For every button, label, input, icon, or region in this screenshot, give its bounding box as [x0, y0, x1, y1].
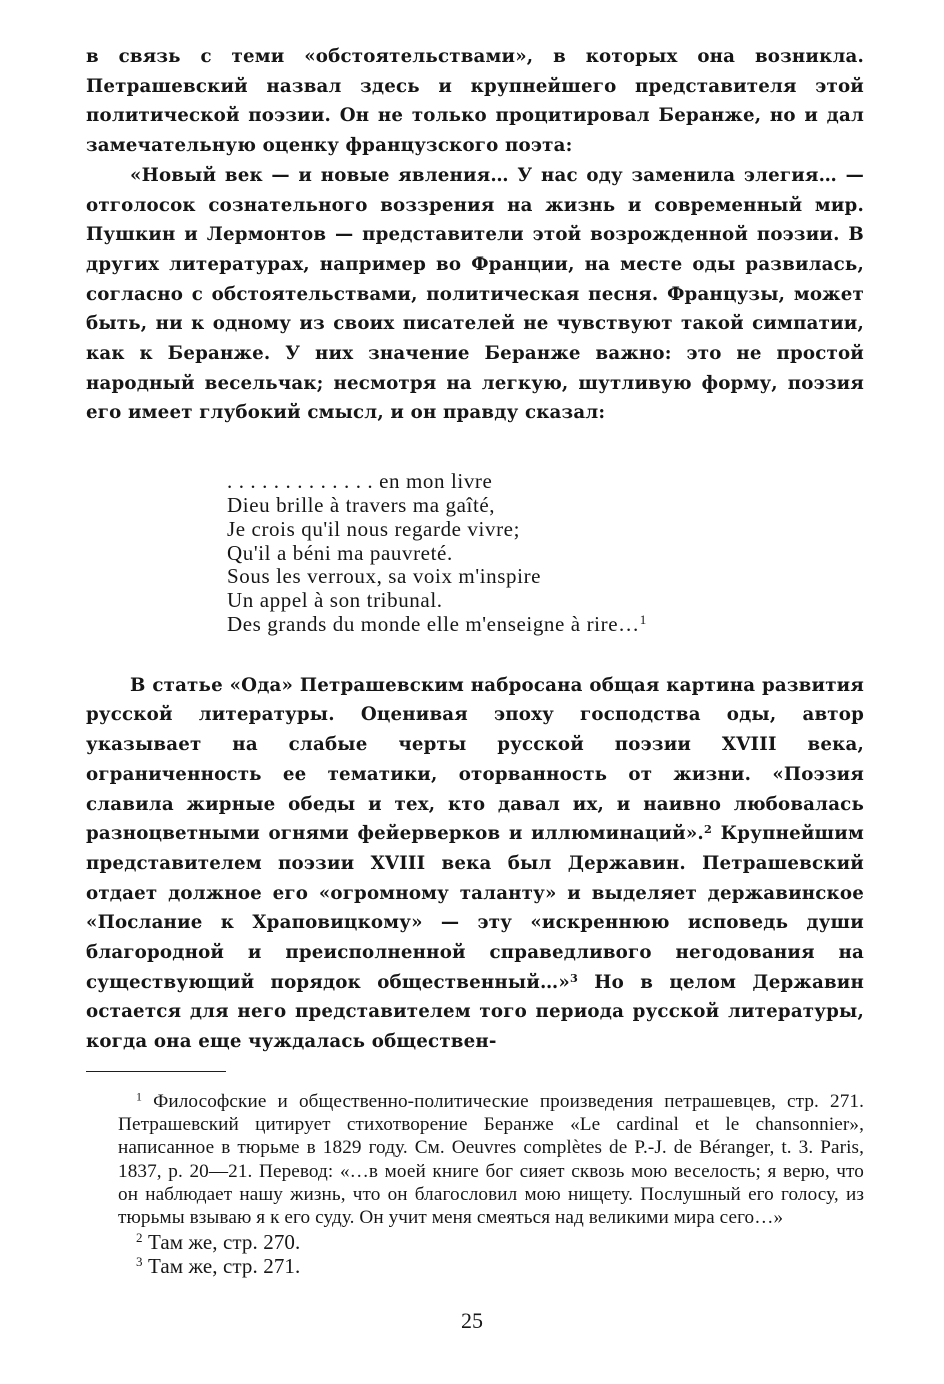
footnote-ref-1[interactable]: 1	[639, 611, 647, 627]
paragraph-3	[86, 671, 864, 1057]
verse-line: Sous les verroux, sa voix m'inspire	[227, 564, 542, 589]
paragraph-3-part-b: Крупнейшим представителем поэзии XVIII века был Державин. Петрашевский отдает должное его «огромному таланту» и выделяет державинское «Послание к Храповицкому» — эту «искреннюю исповедь души благородной и преисполненной справедливого негодования на существующий порядок общественный…»	[86, 823, 864, 993]
paragraph-3-part-a: В статье «Ода» Петрашевским набросана общая картина развития русской литературы. Оценивая эпоху господства оды, автор указывает на слабые черты русской поэзии XVIII века, ограниченность ее тематики, оторванность от жизни. «Поэзия славила жирные обеды и тех, кто давал их, и наивно любовалась разноцветными огнями фейерверков и иллюминаций».	[86, 674, 864, 845]
footnote-text: Там же, стр. 271.	[142, 1253, 301, 1278]
page-content	[86, 42, 864, 1278]
paragraph-3-part-c: Но в целом Державин остается для него представителем того периода русской литературы, когда она еще чуждалась обществен-	[86, 971, 865, 1053]
verse-line-last	[227, 613, 864, 637]
paragraph-2-quote: «Новый век — и новые явления… У нас оду заменила элегия… — отголосок сознательного воззрения на жизнь и современный мир. Пушкин и Лермонтов — представители этой возрожденной поэзии. В других литературах, например во Франции, на месте оды развилась, согласно с обстоятельствами, политическая песня. Французы, может быть, ни к одному из своих писателей не чувствуют такой симпатии, как к Беранже. У них значение Беранже важно: это не простой народный весельчак; несмотря на легкую, шутливую форму, поэзия его имеет глубокий смысл, и он правду сказал:	[86, 164, 864, 424]
page-number: 25	[461, 1308, 483, 1333]
footnote-ref-2[interactable]: 2	[703, 822, 713, 837]
footnote-divider	[86, 1071, 226, 1072]
footnotes	[86, 1090, 864, 1278]
footnote-text: Там же, стр. 270.	[142, 1229, 301, 1254]
footnote-number: 1	[136, 1089, 143, 1104]
paragraph-1: в связь с теми «обстоятельствами», в которых она возникла. Петрашевский назвал здесь и крупнейшего представителя этой политической поэзии. Он не только процитировал Беранже, но и дал замечательную оценку французского поэта:	[86, 46, 864, 157]
footnote-3	[118, 1254, 864, 1278]
verse-line-text: Des grands du monde elle m'enseigne à rire…	[227, 611, 640, 636]
verse-line: Je crois qu'il nous regarde vivre;	[227, 516, 521, 541]
verse-line: . . . . . . . . . . . . . en mon livre	[227, 469, 493, 494]
verse-line: Un appel à son tribunal.	[227, 588, 443, 613]
verse-quotation	[227, 470, 864, 637]
footnote-1	[118, 1090, 864, 1230]
footnote-text: Философские и общественно-политические произведения петрашевцев, стр. 271. Петрашевский цитирует стихотворение Беранже «Le cardinal et le chansonnier», написанное в тюрьме в 1829 году. См. Oeuvres complètes de P.-J. de Béranger, t. 3. Paris, 1837, p. 20—21. Перевод: «…в моей книге бог сияет сквозь мою веселость; я верю, что он наблюдает нашу жизнь, что он благословил мою нищету. Послушный его голосу, из тюрьмы взываю я к его суду. Он учит меня смеяться над великими мира сего…»	[118, 1090, 864, 1229]
footnote-number: 2	[136, 1229, 143, 1245]
footnote-2	[118, 1230, 864, 1254]
footnote-number: 3	[136, 1253, 143, 1269]
footnote-ref-3[interactable]: 3	[569, 970, 579, 985]
verse-line: Dieu brille à travers ma gaîté,	[227, 492, 496, 517]
verse-line: Qu'il a béni ma pauvreté.	[227, 540, 453, 565]
